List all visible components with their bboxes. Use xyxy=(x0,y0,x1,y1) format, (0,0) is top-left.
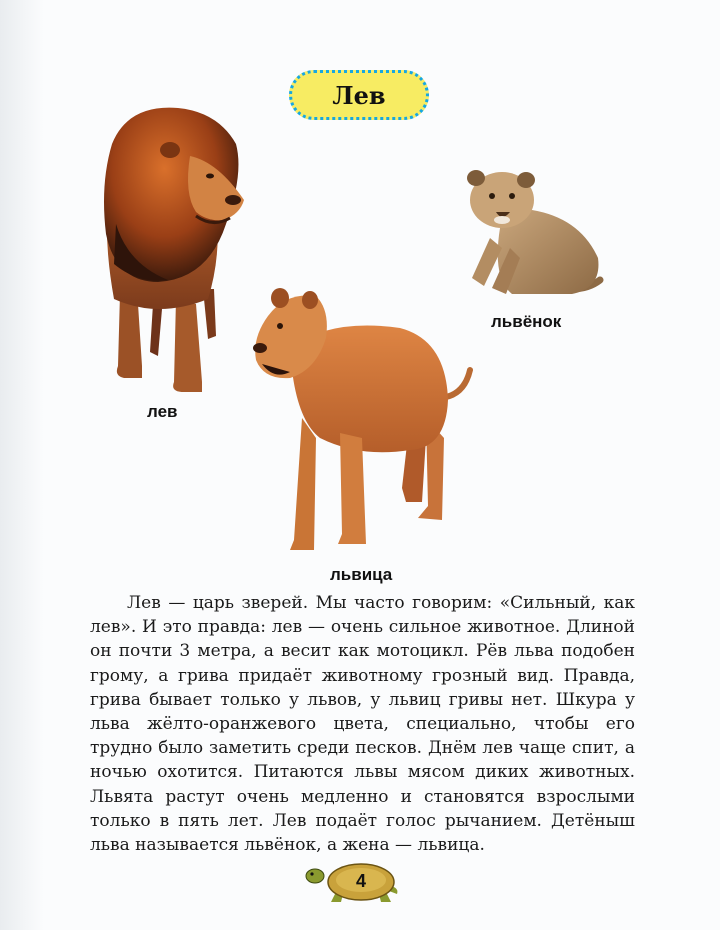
lion-cub-label: львёнок xyxy=(491,312,562,331)
title-badge xyxy=(289,70,429,120)
lion-cub-illustration xyxy=(462,168,604,300)
page-title: Лев xyxy=(332,80,386,110)
lion-label: лев xyxy=(147,402,178,421)
lioness-illustration xyxy=(250,288,476,554)
body-paragraph: Лев — царь зверей. Мы часто говорим: «Сильный, как лев». И это правда: лев — очень сильное животное. Длиной он почти 3 метра, а весит как мотоцикл. Рёв льва подобен грому, а грива придаёт животному грозный вид. Правда, грива бывает только у львов, у львиц гривы нет. Шкура у льва жёлто-оранжевого цвета, специально, чтобы его трудно было заметить среди песков. Днём лев чаще спит, а ночью охотится. Питаются львы мясом диких животных. Львята растут очень медленно и становятся взрослыми только в пять лет. Лев подаёт голос рычанием. Детёныш льва называется львёнок, а жена — львица. xyxy=(90,593,635,856)
lion-illustration xyxy=(98,104,248,396)
page-spine-shadow xyxy=(0,0,44,930)
page-number: 4 xyxy=(355,870,366,891)
body-text xyxy=(90,591,635,857)
page-number-badge xyxy=(305,858,400,903)
lioness-label: львица xyxy=(330,565,393,584)
